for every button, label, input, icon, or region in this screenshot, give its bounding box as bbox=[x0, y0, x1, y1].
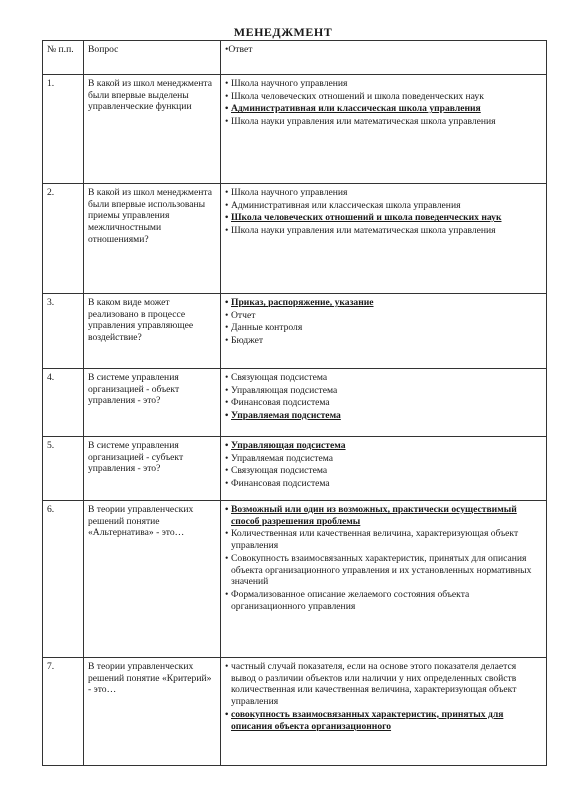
quiz-table bbox=[42, 40, 547, 766]
answer-cell bbox=[221, 75, 547, 184]
question-number: 5. bbox=[43, 437, 84, 501]
header-answer: •Ответ bbox=[221, 41, 547, 75]
answer-option: • Бюджет bbox=[225, 335, 542, 347]
question-text: В какой из школ менеджмента были впервые выделены управленческие функции bbox=[84, 75, 221, 184]
answer-cell bbox=[221, 294, 547, 369]
table-row bbox=[43, 184, 547, 294]
answer-list bbox=[225, 661, 542, 732]
question-text: В системе управления организацией - субъект управления - это? bbox=[84, 437, 221, 501]
question-number: 2. bbox=[43, 184, 84, 294]
answer-option: • Финансовая подсистема bbox=[225, 478, 542, 490]
answer-option-correct: • Возможный или один из возможных, практически осуществимый способ разрешения проблемы bbox=[225, 504, 542, 527]
table-row bbox=[43, 369, 547, 437]
table-row bbox=[43, 294, 547, 369]
answer-option: • Школа науки управления или математическая школа управления bbox=[225, 116, 542, 128]
table-header-row bbox=[43, 41, 547, 75]
answer-option-correct: • совокупность взаимосвязанных характеристик, принятых для описания объекта организационного bbox=[225, 709, 542, 732]
page-title: МЕНЕДЖМЕНТ bbox=[233, 25, 333, 39]
question-number: 6. bbox=[43, 501, 84, 658]
question-number: 4. bbox=[43, 369, 84, 437]
question-text: В системе управления организацией - объект управления - это? bbox=[84, 369, 221, 437]
answer-cell bbox=[221, 369, 547, 437]
answer-cell bbox=[221, 437, 547, 501]
question-text: В какой из школ менеджмента были впервые использованы приемы управления межличностными отношениями? bbox=[84, 184, 221, 294]
answer-option: • Административная или классическая школа управления bbox=[225, 200, 542, 212]
answer-option: • частный случай показателя, если на основе этого показателя делается вывод о различии объектов или наличии у них определенных свойств количественная или качественная величина, характеризующая объект управления bbox=[225, 661, 542, 708]
table-row bbox=[43, 437, 547, 501]
answer-option: • Формализованное описание желаемого состояния объекта организационного управления bbox=[225, 589, 542, 612]
table-row bbox=[43, 75, 547, 184]
answer-option: • Отчет bbox=[225, 310, 542, 322]
answer-option-correct: • Приказ, распоряжение, указание bbox=[225, 297, 542, 309]
answer-option: • Управляемая подсистема bbox=[225, 453, 542, 465]
answer-list bbox=[225, 504, 542, 612]
table-row bbox=[43, 658, 547, 766]
question-text: В каком виде может реализовано в процессе управления управляющее воздействие? bbox=[84, 294, 221, 369]
question-number: 3. bbox=[43, 294, 84, 369]
answer-option: • Количественная или качественная величина, характеризующая объект управления bbox=[225, 528, 542, 551]
answer-option: • Школа науки управления или математическая школа управления bbox=[225, 225, 542, 237]
answer-option: • Совокупность взаимосвязанных характеристик, принятых для описания объекта организационного управления и их установленных нормативных значений bbox=[225, 553, 542, 588]
header-question: Вопрос bbox=[84, 41, 221, 75]
answer-option: • Школа человеческих отношений и школа поведенческих наук bbox=[225, 91, 542, 103]
question-text: В теории управленческих решений понятие «Альтернатива» - это… bbox=[84, 501, 221, 658]
answer-option: • Финансовая подсистема bbox=[225, 397, 542, 409]
answer-list bbox=[225, 187, 542, 237]
answer-list bbox=[225, 78, 542, 128]
answer-option: • Связующая подсистема bbox=[225, 372, 542, 384]
answer-option: • Связующая подсистема bbox=[225, 465, 542, 477]
header-num: № п.п. bbox=[43, 41, 84, 75]
answer-cell bbox=[221, 501, 547, 658]
answer-option-correct: • Управляющая подсистема bbox=[225, 440, 542, 452]
answer-option-correct: • Школа человеческих отношений и школа поведенческих наук bbox=[225, 212, 542, 224]
answer-option: • Данные контроля bbox=[225, 322, 542, 334]
question-text: В теории управленческих решений понятие «Критерий» - это… bbox=[84, 658, 221, 766]
answer-option: • Школа научного управления bbox=[225, 187, 542, 199]
answer-option-correct: • Административная или классическая школа управления bbox=[225, 103, 542, 115]
answer-option: • Школа научного управления bbox=[225, 78, 542, 90]
answer-list bbox=[225, 372, 542, 422]
answer-list bbox=[225, 440, 542, 490]
table-row bbox=[43, 501, 547, 658]
answer-list bbox=[225, 297, 542, 347]
answer-option: • Управляющая подсистема bbox=[225, 385, 542, 397]
answer-option-correct: • Управляемая подсистема bbox=[225, 410, 542, 422]
answer-cell bbox=[221, 658, 547, 766]
question-number: 1. bbox=[43, 75, 84, 184]
question-number: 7. bbox=[43, 658, 84, 766]
answer-cell bbox=[221, 184, 547, 294]
